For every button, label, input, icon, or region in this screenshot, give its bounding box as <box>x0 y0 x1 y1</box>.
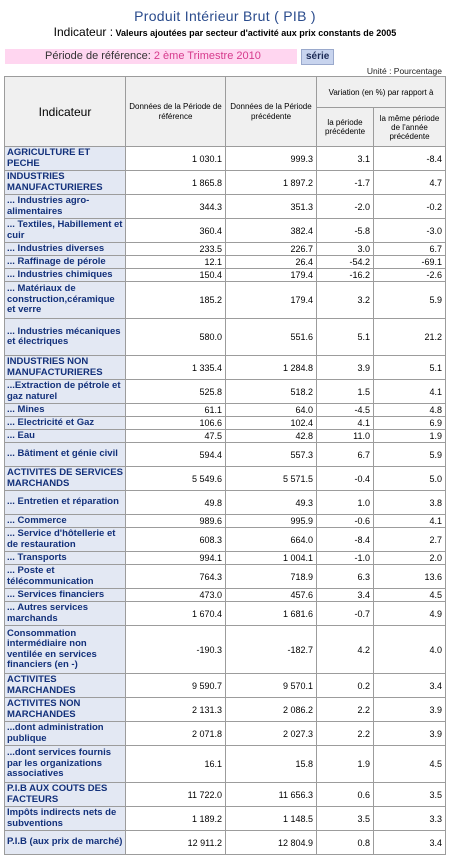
table-row <box>5 404 446 417</box>
row-label: ... Industries agro-alimentaires <box>5 195 126 219</box>
table-row <box>5 589 446 602</box>
cell-var-year: 3.9 <box>374 722 446 746</box>
cell-ref-value: 1 670.4 <box>126 602 226 626</box>
cell-var-prev: -54.2 <box>317 256 374 269</box>
header-indicator: Indicateur <box>5 77 126 147</box>
table-row <box>5 430 446 443</box>
cell-prev-value: 1 004.1 <box>226 552 317 565</box>
table-row <box>5 219 446 243</box>
cell-prev-value: 49.3 <box>226 491 317 515</box>
cell-var-year: 5.1 <box>374 356 446 380</box>
table-row <box>5 171 446 195</box>
cell-ref-value: 49.8 <box>126 491 226 515</box>
cell-ref-value: 9 590.7 <box>126 674 226 698</box>
cell-ref-value: 1 865.8 <box>126 171 226 195</box>
row-label: ACTIVITES NON MARCHANDES <box>5 698 126 722</box>
header-var-prev: la période précédente <box>317 108 374 147</box>
cell-ref-value: 1 189.2 <box>126 807 226 831</box>
cell-prev-value: 102.4 <box>226 417 317 430</box>
cell-ref-value: -190.3 <box>126 626 226 674</box>
row-label: ... Mines <box>5 404 126 417</box>
cell-prev-value: 551.6 <box>226 319 317 356</box>
cell-prev-value: 1 284.8 <box>226 356 317 380</box>
cell-prev-value: 15.8 <box>226 746 317 783</box>
cell-ref-value: 47.5 <box>126 430 226 443</box>
cell-ref-value: 525.8 <box>126 380 226 404</box>
cell-var-year: 3.5 <box>374 783 446 807</box>
table-row <box>5 269 446 282</box>
cell-var-prev: 11.0 <box>317 430 374 443</box>
cell-prev-value: 5 571.5 <box>226 467 317 491</box>
period-value: 2 ème Trimestre 2010 <box>153 50 261 62</box>
cell-var-year: 5.9 <box>374 282 446 319</box>
cell-var-prev: 6.3 <box>317 565 374 589</box>
cell-ref-value: 5 549.6 <box>126 467 226 491</box>
table-row <box>5 698 446 722</box>
row-label: ...Extraction de pétrole et gaz naturel <box>5 380 126 404</box>
page-title: Produit Intérieur Brut ( PIB ) <box>134 8 316 24</box>
row-label: ... Matériaux de construction,céramique et verre <box>5 282 126 319</box>
cell-ref-value: 608.3 <box>126 528 226 552</box>
row-label: Consommation intermédiaire non ventilée en services financiers (en -) <box>5 626 126 674</box>
cell-prev-value: 351.3 <box>226 195 317 219</box>
cell-ref-value: 185.2 <box>126 282 226 319</box>
cell-prev-value: 557.3 <box>226 443 317 467</box>
cell-var-year: 2.7 <box>374 528 446 552</box>
subtitle-lead: Indicateur : <box>53 25 114 39</box>
cell-ref-value: 764.3 <box>126 565 226 589</box>
row-label: ... Commerce <box>5 515 126 528</box>
cell-ref-value: 989.6 <box>126 515 226 528</box>
cell-var-prev: 3.5 <box>317 807 374 831</box>
cell-var-prev: -4.5 <box>317 404 374 417</box>
cell-var-year: 3.3 <box>374 807 446 831</box>
cell-ref-value: 11 722.0 <box>126 783 226 807</box>
cell-var-prev: -0.6 <box>317 515 374 528</box>
row-label: ... Bâtiment et génie civil <box>5 443 126 467</box>
row-label: ACTIVITES MARCHANDES <box>5 674 126 698</box>
row-label: ... Services financiers <box>5 589 126 602</box>
table-row <box>5 195 446 219</box>
table-row <box>5 515 446 528</box>
cell-var-prev: 4.1 <box>317 417 374 430</box>
cell-var-prev: 5.1 <box>317 319 374 356</box>
row-label: AGRICULTURE ET PECHE <box>5 147 126 171</box>
subtitle-text: Valeurs ajoutées par secteur d'activité aux prix constants de 2005 <box>113 28 397 38</box>
cell-prev-value: -182.7 <box>226 626 317 674</box>
cell-ref-value: 61.1 <box>126 404 226 417</box>
indicator-subtitle <box>0 25 450 39</box>
cell-var-prev: 0.6 <box>317 783 374 807</box>
table-row <box>5 626 446 674</box>
cell-var-prev: 3.2 <box>317 282 374 319</box>
cell-ref-value: 150.4 <box>126 269 226 282</box>
cell-prev-value: 11 656.3 <box>226 783 317 807</box>
cell-var-year: 4.0 <box>374 626 446 674</box>
period-selector <box>5 49 334 64</box>
row-label: ... Poste et télécommunication <box>5 565 126 589</box>
cell-ref-value: 580.0 <box>126 319 226 356</box>
cell-var-year: 13.6 <box>374 565 446 589</box>
cell-prev-value: 995.9 <box>226 515 317 528</box>
cell-var-year: 6.9 <box>374 417 446 430</box>
row-label: INDUSTRIES NON MANUFACTURIERES <box>5 356 126 380</box>
serie-button[interactable]: série <box>301 49 334 65</box>
cell-prev-value: 1 897.2 <box>226 171 317 195</box>
cell-var-prev: 3.9 <box>317 356 374 380</box>
cell-var-year: 6.7 <box>374 243 446 256</box>
cell-var-year: -0.2 <box>374 195 446 219</box>
cell-var-prev: -1.7 <box>317 171 374 195</box>
cell-prev-value: 518.2 <box>226 380 317 404</box>
row-label: Impôts indirects nets de subventions <box>5 807 126 831</box>
cell-var-year: -2.6 <box>374 269 446 282</box>
cell-prev-value: 64.0 <box>226 404 317 417</box>
cell-var-prev: 3.4 <box>317 589 374 602</box>
cell-var-prev: -16.2 <box>317 269 374 282</box>
cell-var-prev: 3.1 <box>317 147 374 171</box>
cell-prev-value: 457.6 <box>226 589 317 602</box>
cell-var-year: 3.9 <box>374 698 446 722</box>
table-row <box>5 722 446 746</box>
table-row <box>5 552 446 565</box>
cell-ref-value: 594.4 <box>126 443 226 467</box>
cell-var-prev: -8.4 <box>317 528 374 552</box>
cell-prev-value: 9 570.1 <box>226 674 317 698</box>
cell-ref-value: 1 030.1 <box>126 147 226 171</box>
cell-var-year: 4.8 <box>374 404 446 417</box>
cell-var-year: 4.5 <box>374 746 446 783</box>
table-row <box>5 528 446 552</box>
cell-var-year: 4.5 <box>374 589 446 602</box>
cell-prev-value: 2 027.3 <box>226 722 317 746</box>
cell-var-year: 3.8 <box>374 491 446 515</box>
cell-var-prev: 2.2 <box>317 722 374 746</box>
cell-prev-value: 226.7 <box>226 243 317 256</box>
table-row <box>5 491 446 515</box>
table-row <box>5 243 446 256</box>
cell-var-year: 5.0 <box>374 467 446 491</box>
cell-var-year: -69.1 <box>374 256 446 269</box>
cell-var-prev: -2.0 <box>317 195 374 219</box>
header-prev-period: Données de la Période précédente <box>226 77 317 147</box>
cell-var-prev: 3.0 <box>317 243 374 256</box>
cell-ref-value: 106.6 <box>126 417 226 430</box>
cell-var-year: -3.0 <box>374 219 446 243</box>
row-label: P.I.B AUX COUTS DES FACTEURS <box>5 783 126 807</box>
row-label: ... Eau <box>5 430 126 443</box>
cell-var-prev: 1.9 <box>317 746 374 783</box>
row-label: ... Service d'hôtellerie et de restauration <box>5 528 126 552</box>
header-variation: Variation (en %) par rapport à <box>317 77 446 108</box>
row-label: ... Raffinage de pérole <box>5 256 126 269</box>
cell-prev-value: 999.3 <box>226 147 317 171</box>
table-row <box>5 831 446 855</box>
table-row <box>5 282 446 319</box>
cell-ref-value: 233.5 <box>126 243 226 256</box>
cell-var-prev: 1.5 <box>317 380 374 404</box>
table-row <box>5 674 446 698</box>
cell-prev-value: 179.4 <box>226 269 317 282</box>
cell-ref-value: 994.1 <box>126 552 226 565</box>
cell-ref-value: 360.4 <box>126 219 226 243</box>
cell-var-prev: 0.2 <box>317 674 374 698</box>
unit-label: Unité : Pourcentage <box>366 66 442 76</box>
cell-prev-value: 26.4 <box>226 256 317 269</box>
row-label: INDUSTRIES MANUFACTURIERES <box>5 171 126 195</box>
cell-var-year: 4.1 <box>374 515 446 528</box>
table-body <box>5 147 446 855</box>
table-row <box>5 256 446 269</box>
row-label: ... Transports <box>5 552 126 565</box>
cell-ref-value: 2 131.3 <box>126 698 226 722</box>
row-label: ...dont administration publique <box>5 722 126 746</box>
cell-prev-value: 1 148.5 <box>226 807 317 831</box>
row-label: ... Textiles, Habillement et cuir <box>5 219 126 243</box>
cell-prev-value: 664.0 <box>226 528 317 552</box>
table-row <box>5 417 446 430</box>
period-label: Période de référence: <box>45 50 154 62</box>
table-row <box>5 380 446 404</box>
cell-var-year: 21.2 <box>374 319 446 356</box>
row-label: ... Industries chimiques <box>5 269 126 282</box>
header-ref-period: Données de la Période de référence <box>126 77 226 147</box>
cell-var-year: 2.0 <box>374 552 446 565</box>
row-label: ...dont services fournis par les organizations associatives <box>5 746 126 783</box>
table-row <box>5 746 446 783</box>
cell-ref-value: 12.1 <box>126 256 226 269</box>
table-row <box>5 356 446 380</box>
row-label: ... Industries mécaniques et électriques <box>5 319 126 356</box>
cell-ref-value: 1 335.4 <box>126 356 226 380</box>
cell-ref-value: 344.3 <box>126 195 226 219</box>
cell-prev-value: 718.9 <box>226 565 317 589</box>
cell-var-year: 4.1 <box>374 380 446 404</box>
table-row <box>5 783 446 807</box>
cell-var-year: 5.9 <box>374 443 446 467</box>
cell-prev-value: 12 804.9 <box>226 831 317 855</box>
cell-prev-value: 1 681.6 <box>226 602 317 626</box>
table-row <box>5 467 446 491</box>
cell-var-year: 4.9 <box>374 602 446 626</box>
cell-var-year: 1.9 <box>374 430 446 443</box>
cell-var-prev: 1.0 <box>317 491 374 515</box>
cell-var-prev: 0.8 <box>317 831 374 855</box>
cell-var-prev: -5.8 <box>317 219 374 243</box>
cell-var-prev: 6.7 <box>317 443 374 467</box>
cell-prev-value: 42.8 <box>226 430 317 443</box>
table-row <box>5 602 446 626</box>
row-label: ... Autres services marchands <box>5 602 126 626</box>
cell-prev-value: 382.4 <box>226 219 317 243</box>
cell-var-prev: 4.2 <box>317 626 374 674</box>
cell-var-year: 3.4 <box>374 674 446 698</box>
data-table <box>4 76 446 855</box>
table-row <box>5 565 446 589</box>
cell-var-year: 4.7 <box>374 171 446 195</box>
row-label: ... Industries diverses <box>5 243 126 256</box>
table-row <box>5 443 446 467</box>
table-row <box>5 319 446 356</box>
row-label: P.I.B (aux prix de marché) <box>5 831 126 855</box>
table-row <box>5 807 446 831</box>
cell-var-year: -8.4 <box>374 147 446 171</box>
cell-ref-value: 12 911.2 <box>126 831 226 855</box>
period-field[interactable] <box>5 49 297 64</box>
header-var-year: la même période de l'année précédente <box>374 108 446 147</box>
cell-var-prev: 2.2 <box>317 698 374 722</box>
cell-var-year: 3.4 <box>374 831 446 855</box>
cell-var-prev: -0.4 <box>317 467 374 491</box>
cell-prev-value: 2 086.2 <box>226 698 317 722</box>
cell-var-prev: -1.0 <box>317 552 374 565</box>
cell-ref-value: 2 071.8 <box>126 722 226 746</box>
cell-ref-value: 16.1 <box>126 746 226 783</box>
cell-prev-value: 179.4 <box>226 282 317 319</box>
cell-ref-value: 473.0 <box>126 589 226 602</box>
cell-var-prev: -0.7 <box>317 602 374 626</box>
table-row <box>5 147 446 171</box>
row-label: ... Electricité et Gaz <box>5 417 126 430</box>
row-label: ... Entretien et réparation <box>5 491 126 515</box>
row-label: ACTIVITES DE SERVICES MARCHANDS <box>5 467 126 491</box>
